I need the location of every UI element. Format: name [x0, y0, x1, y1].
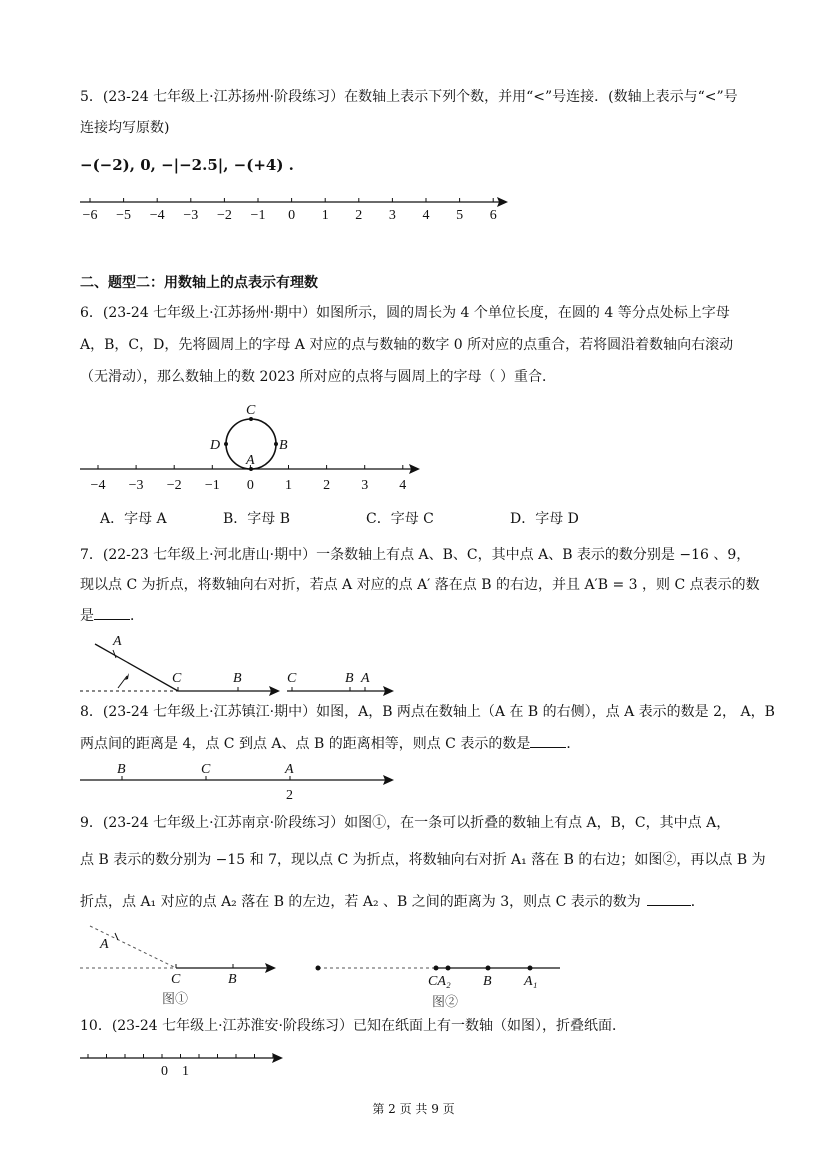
- q7-line3-end: ．: [130, 608, 144, 624]
- q9-fig2-label-b: B: [483, 974, 492, 989]
- q5-axis-tick-label: 6: [489, 208, 497, 223]
- q9-line3: [80, 887, 750, 917]
- q9-line3-text: 折点，点 A₁ 对应的点 A₂ 落在 B 的左边，若 A₂ 、B 之间的距离为 3，则点 C 表示的数为: [80, 894, 641, 910]
- q9-fig2-caption: 图②: [432, 994, 459, 1009]
- q7-fig2-label-c: C: [287, 671, 297, 686]
- q5-axis-tick-label: −4: [149, 208, 165, 223]
- q5-line2: 连接均写原数): [80, 120, 170, 136]
- circle-label-d: D: [210, 438, 221, 453]
- q5-axis-tick-label: 0: [288, 208, 296, 223]
- q6-line2: A，B，C，D，先将圆周上的字母 A 对应的点与数轴的数字 0 所对应的点重合，若将圆沿着数轴向右滚动: [80, 337, 734, 353]
- q9-fig1-label-b: B: [228, 972, 237, 987]
- q5-axis-tick-label: 2: [355, 208, 363, 223]
- q6-axis-tick-label: 1: [285, 478, 292, 493]
- q5-axis-tick-label: 3: [388, 208, 396, 223]
- q8-answer-blank[interactable]: [530, 733, 566, 748]
- q10-tick-label-0: 0: [161, 1064, 168, 1079]
- q7-line2: 现以点 C 为折点，将数轴向右对折，若点 A 对应的点 A′ 落在点 B 的右边，并且 A′B = 3 ，则 C 点表示的数: [80, 577, 760, 593]
- q6-axis-tick-label: 2: [323, 478, 331, 493]
- q9-fig2-label-a1: A₁: [524, 974, 538, 989]
- q6-axis-tick-label: 0: [246, 478, 254, 493]
- q9-line3-end: ．: [690, 894, 705, 910]
- q8-fig-label-2: 2: [286, 788, 293, 803]
- q9-fig2-label-ca2: CA₂: [428, 974, 451, 989]
- q6-axis-tick-label: 4: [399, 478, 407, 493]
- q8-line2: [80, 729, 750, 759]
- q8-fig-label-b: B: [117, 762, 126, 777]
- q6-line3: （无滑动），那么数轴上的数 2023 所对应的点将与圆周上的字母（ ）重合．: [80, 369, 556, 385]
- q7-line1: 7．(22-23 七年级上·河北唐山·期中）一条数轴上有点 A、B、C，其中点 A、B 表示的数分别是 −16 、9，: [80, 547, 751, 563]
- q7-figure: [0, 630, 827, 700]
- q9-answer-blank[interactable]: [647, 891, 691, 906]
- q9-figures: [0, 920, 827, 1020]
- q9-fig1-caption: 图①: [162, 991, 189, 1006]
- q9-fig1-label-a: A: [100, 937, 109, 952]
- q10-number-line: [0, 1048, 827, 1088]
- q8-figure: [0, 762, 827, 812]
- q7-fig-label-a: A: [113, 634, 122, 649]
- q5-line1: 5．(23-24 七年级上·江苏扬州·阶段练习）在数轴上表示下列个数，并用“<”号连接．(数轴上表示与“<”号: [80, 89, 738, 105]
- section-heading: 二、题型二：用数轴上的点表示有理数: [80, 275, 318, 291]
- q6-figure: [0, 396, 827, 506]
- page-footer: 第 2 页 共 9 页: [372, 1102, 455, 1116]
- circle-label-c: C: [246, 403, 256, 418]
- q6-axis-tick-label: −1: [204, 478, 220, 493]
- q5-axis-tick-label: −1: [250, 208, 266, 223]
- q9-line1: 9．(23-24 七年级上·江苏南京·阶段练习）如图①，在一条可以折叠的数轴上有点 A，B，C，其中点 A，: [80, 815, 731, 831]
- q9-line2: 点 B 表示的数分别为 −15 和 7，现以点 C 为折点，将数轴向右对折 A₁ 落在 B 的右边；如图②，再以点 B 为: [80, 852, 766, 868]
- q7-fig2-label-a: A: [361, 671, 370, 686]
- q5-number-line: [0, 192, 827, 232]
- q9-fig1-label-c: C: [171, 972, 181, 987]
- q5-axis-tick-label: 4: [422, 208, 430, 223]
- q8-line1: 8．(23-24 七年级上·江苏镇江·期中）如图，A，B 两点在数轴上（A 在 B 的右侧），点 A 表示的数是 2， A，B: [80, 704, 775, 720]
- q5-axis-tick-label: 1: [321, 208, 329, 223]
- q6-axis-tick-label: −3: [128, 478, 144, 493]
- q8-fig-label-c: C: [201, 762, 211, 777]
- q6-axis-tick-label: 3: [361, 478, 369, 493]
- circle-label-a: A: [246, 453, 255, 468]
- q6-option-d[interactable]: D．字母 D: [510, 511, 579, 527]
- q7-line3-text: 是: [80, 608, 94, 624]
- q6-line1: 6．(23-24 七年级上·江苏扬州·期中）如图所示，圆的周长为 4 个单位长度，在圆的 4 等分点处标上字母: [80, 305, 730, 321]
- q6-axis-tick-label: −2: [166, 478, 182, 493]
- q5-axis-tick-label: −5: [116, 208, 132, 223]
- q6-option-c[interactable]: C．字母 C: [366, 511, 434, 527]
- q10-line1: 10．(23-24 七年级上·江苏淮安·阶段练习）已知在纸面上有一数轴（如图），折叠纸面．: [80, 1018, 626, 1034]
- q6-option-a[interactable]: A．字母 A: [100, 511, 167, 527]
- q7-fig2-label-b: B: [345, 671, 354, 686]
- q7-fig-label-b: B: [233, 671, 242, 686]
- q7-line3: [80, 601, 750, 631]
- circle-label-b: B: [279, 438, 288, 453]
- q5-axis-tick-label: 5: [456, 208, 464, 223]
- q7-answer-blank[interactable]: [94, 605, 130, 620]
- q6-option-b[interactable]: B．字母 B: [223, 511, 291, 527]
- q8-line2-text: 两点间的距离是 4，点 C 到点 A、点 B 的距离相等，则点 C 表示的数是: [80, 736, 531, 752]
- q5-axis-tick-label: −3: [183, 208, 199, 223]
- q7-fig-label-c: C: [172, 671, 182, 686]
- q6-axis-tick-label: −4: [90, 478, 106, 493]
- q8-line2-end: ．: [566, 736, 581, 752]
- q10-tick-label-1: 1: [182, 1064, 189, 1079]
- q8-fig-label-a: A: [285, 762, 294, 777]
- q5-axis-tick-label: −6: [82, 208, 98, 223]
- q5-axis-tick-label: −2: [216, 208, 232, 223]
- q5-numbers: −(−2), 0, −|−2.5|, −(+4) .: [80, 156, 294, 174]
